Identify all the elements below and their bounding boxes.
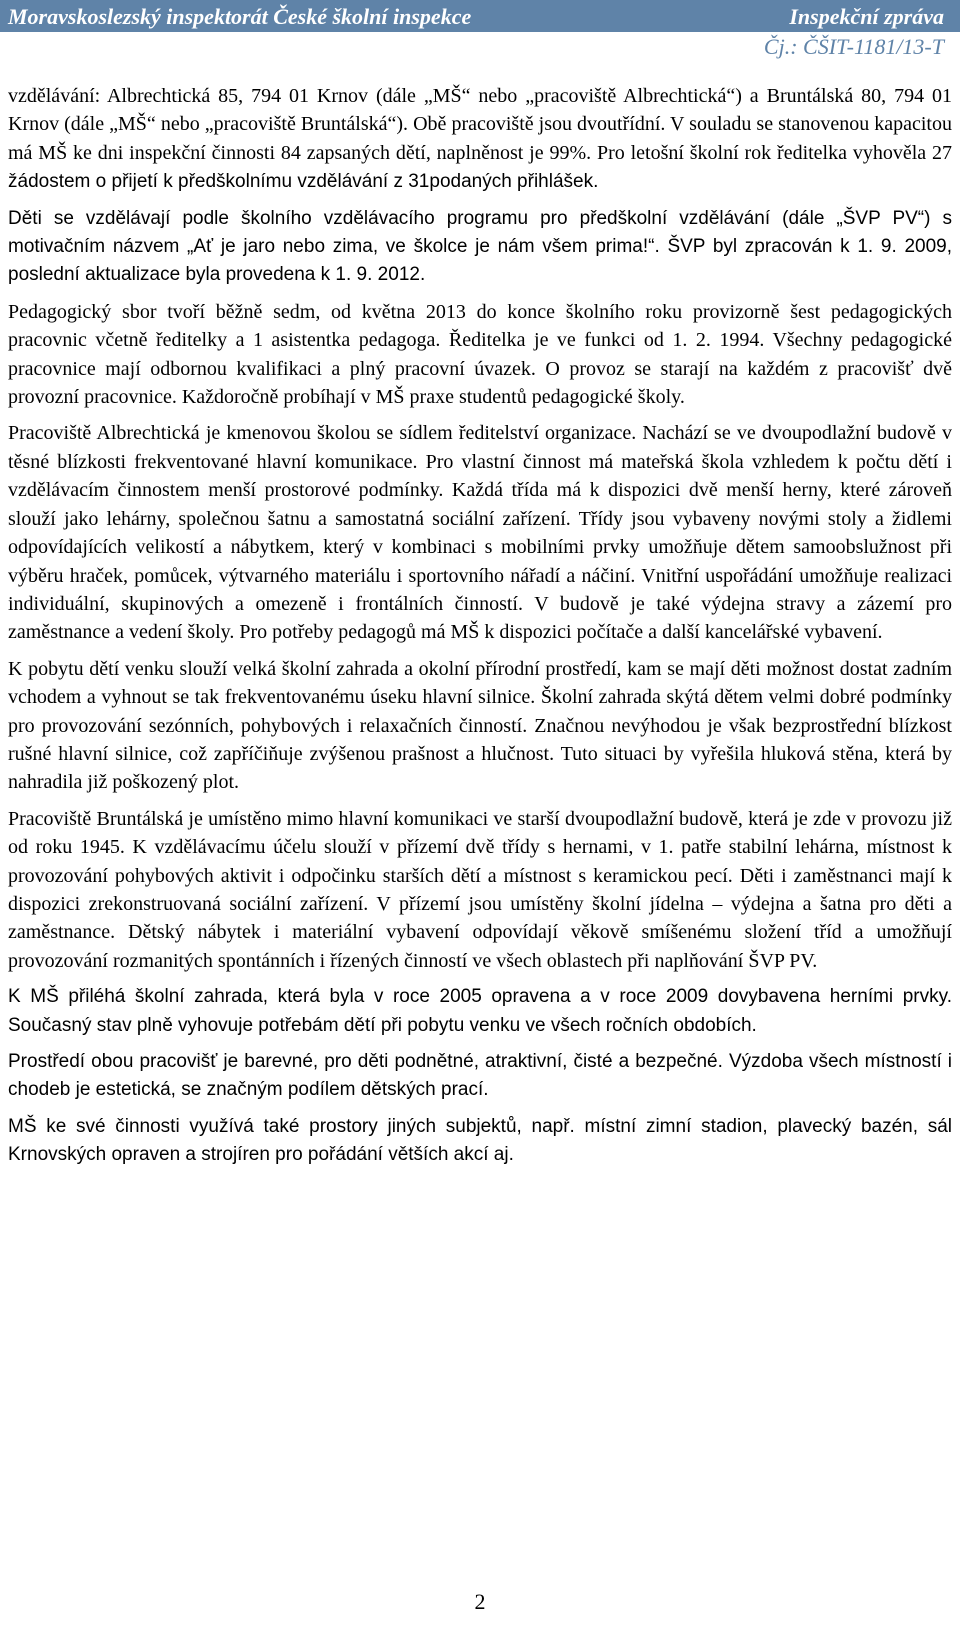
report-body [8,82,952,1178]
paragraph-external-spaces [8,1113,952,1170]
paragraph-garden [8,655,952,797]
paragraph-bruntalska [8,805,952,975]
header-report-title: Inspekční zpráva [789,4,944,29]
page-number: 2 [474,1589,486,1614]
paragraph-segment: Prostředí obou pracovišť je barevné, pro děti podnětné, atraktivní, čisté a bezpečné. Výzdoba všech místností i chodeb je estetická, se značným podílem dětských prací. [8,1051,952,1101]
paragraph-curriculum [8,205,952,290]
paragraph-segment: vzdělávání: Albrechtická 85, 794 01 Krnov (dále „MŠ“ nebo „pracoviště Albrechtická“) a Bruntálská 80, 794 01 Krnov (dále „MŠ“ nebo „pracoviště Bruntálská“). Obě pracoviště jsou dvoutřídní. V souladu se stanovenou kapacitou má MŠ ke dni inspekční činnosti 84 zapsaných dětí, naplněnost je 99%. [8,85,952,164]
paragraph-staff [8,298,952,412]
paragraph-segment: K MŠ přiléhá školní zahrada, která byla v roce 2005 opravena a v roce 2009 dovybavena herními prvky. Současný stav plně vyhovuje potřebám dětí při pobytu venku ve všech ročních obdobích. [8,986,952,1036]
header-reference: Čj.: ČŠIT-1181/13-T [763,34,944,59]
paragraph-segment: Pro letošní školní rok ředitelka vyhověla 27 [596,141,952,164]
paragraph-school-garden [8,983,952,1040]
paragraph-segment: Pedagogický sbor tvoří běžně sedm, od května 2013 do konce školního roku provizorně šest pedagogických pracovnic včetně ředitelky a 1 asistentka pedagoga. Ředitelka je ve funkci od 1. 2. 1994. Všechny pedagogické pracovnice mají odbornou kvalifikaci a plný pracovní úvazek. O provoz se starají na každém z pracovišť dvě provozní pracovnice. Každoročně probíhají v MŠ praxe studentů pedagogické školy. [8,300,952,409]
paragraph-segment: žádostem o přijetí k předškolnímu vzdělávání z 31podaných přihlášek. [8,171,599,193]
paragraph-segment: K pobytu dětí venku slouží velká školní zahrada a okolní přírodní prostředí, kam se mají děti možnost dostat zadním vchodem a vyhnout se tak frekventovanému úseku hlavní silnice. Školní zahrada skýtá dětem velmi dobré podmínky pro provozování sezónních, pohybových i relaxačních činností. Značnou nevýhodou je však bezprostřední blízkost rušné hlavní silnice, což zapříčiňuje zvýšenou prašnost a hlučnost. Tuto situaci by vyřešila hluková stěna, která by nahradila již poškozený plot. [8,657,952,794]
paragraph-enrollment [8,82,952,197]
paragraph-segment: MŠ ke své činnosti využívá také prostory jiných subjektů, např. místní zimní stadion, plavecký bazén, sál Krnovských opraven a strojíren pro pořádání větších akcí aj. [8,1115,952,1166]
paragraph-environment [8,1048,952,1105]
header-organization: Moravskoslezský inspektorát České školní inspekce [8,4,472,29]
header-band [0,0,960,32]
paragraph-segment: Pracoviště Bruntálská je umístěno mimo hlavní komunikaci ve starší dvoupodlažní budově, která je zde v provozu již od roku 1945. K vzdělávacímu účelu slouží v přízemí dvě třídy s hernami, v 1. patře stabilní lehárna, místnost k provozování pohybových aktivit i odpočinku starších dětí a místnost s keramickou pecí. Děti i zaměstnanci mají k dispozici zrekonstruovaná sociální zařízení. V přízemí jsou umístěny školní jídelna – výdejna a šatna pro děti a zaměstnance. Dětský nábytek i materiální vybavení odpovídají věkově smíšenému složení tříd a umožňují provozování rozmanitých spontánních i řízených činností ve všech oblastech při naplňování ŠVP PV. [8,807,952,972]
paragraph-segment: Pracoviště Albrechtická je kmenovou školou se sídlem ředitelství organizace. Nachází se ve dvoupodlažní budově v těsné blízkosti frekventované hlavní komunikace. Pro vlastní činnost má mateřská škola vzhledem k počtu dětí i vzdělávacím činnostem menší prostorové podmínky. Každá třída má k dispozici dvě menší herny, které zároveň slouží jako lehárny, společnou šatnu a samostatná sociální zařízení. Třídy jsou vybaveny novými stoly a židlemi odpovídajících velikostí a nábytkem, který v kombinaci s mobilními prvky umožňuje dětem samoobslužnost při výběru hraček, pomůcek, výtvarného materiálu i sportovního nářadí a náčiní. Vnitřní uspořádání umožňuje realizaci individuální, skupinových a omezeně i frontálních činností. V budově je také výdejna stravy a zázemí pro zaměstnance a vedení školy. Pro potřeby pedagogů má MŠ k dispozici počítače a další kancelářské vybavení. [8,422,952,644]
paragraph-albrechticka [8,419,952,646]
paragraph-segment: Děti se vzdělávají podle školního vzdělávacího programu pro předškolní vzdělávání (dále „ŠVP PV“) s motivačním názvem „Ať je jaro nebo zima, ve školce je nám všem prima!“. ŠVP byl zpracován k 1. 9. 2009, poslední aktualizace byla provedena k 1. 9. 2012. [8,207,952,286]
